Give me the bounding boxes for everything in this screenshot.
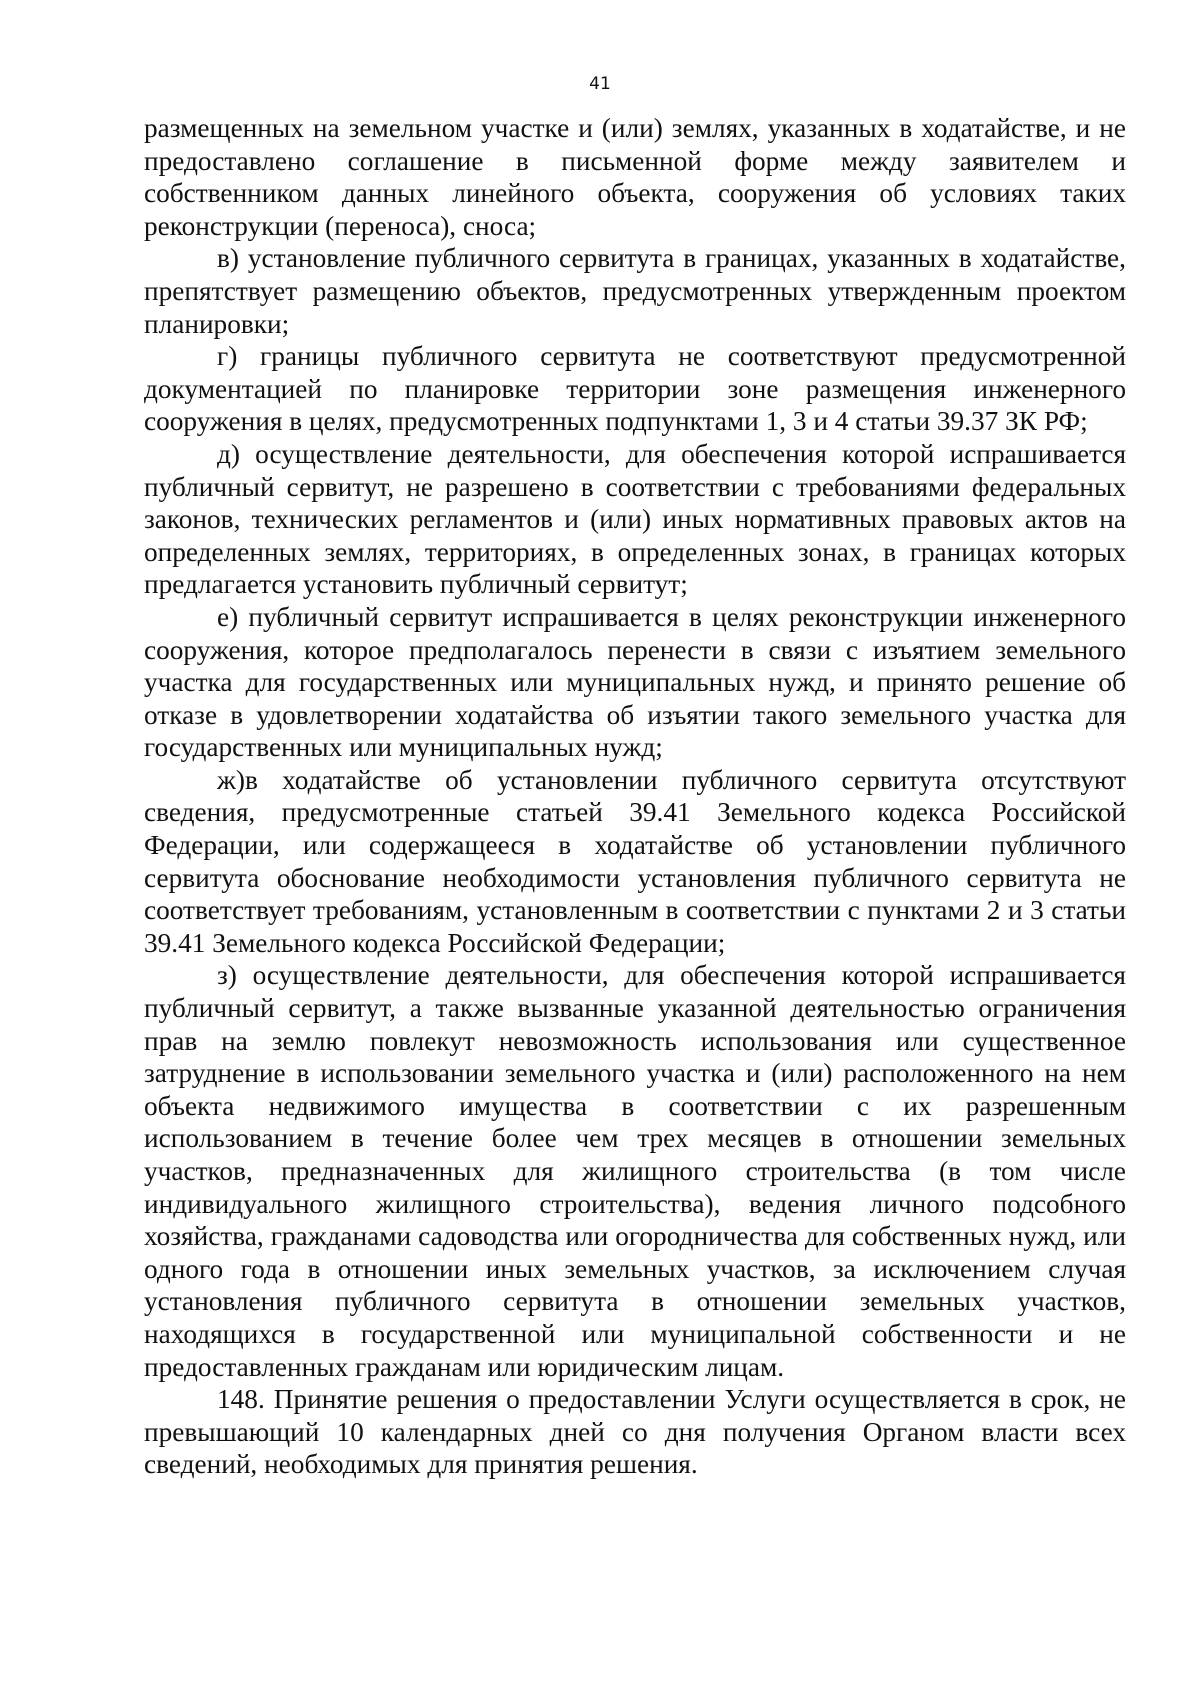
- paragraph-item-zh: ж)в ходатайстве об установлении публичного сервитута отсутствуют сведения, предусмотренные статьей 39.41 Земельного кодекса Российской Федерации, или содержащееся в ходатайстве об установлении публичного сервитута обоснование необходимости установления публичного сервитута не соответствует требованиям, установленным в соответствии с пунктами 2 и 3 статьи 39.41 Земельного кодекса Российской Федерации;: [144, 764, 1126, 958]
- paragraph-item-g: г) границы публичного сервитута не соответствуют предусмотренной документацией по планировке территории зоне размещения инженерного сооружения в целях, предусмотренных подпунктами 1, 3 и 4 статьи 39.37 ЗК РФ;: [144, 341, 1126, 437]
- paragraph-148: 148. Принятие решения о предоставлении Услуги осуществляется в срок, не превышающий 10 календарных дней со дня получения Органом власти всех сведений, необходимых для принятия решения.: [144, 1384, 1126, 1480]
- paragraph-item-z: з) осуществление деятельности, для обеспечения которой испрашивается публичный сервитут, а также вызванные указанной деятельностью ограничения прав на землю повлекут невозможность использования или существенное затруднение в использовании земельного участка и (или) расположенного на нем объекта недвижимого имущества в соответствии с их разрешенным использованием в течение более чем трех месяцев в отношении земельных участков, предназначенных для жилищного строительства (в том числе индивидуального жилищного строительства), ведения личного подсобного хозяйства, гражданами садоводства или огородничества для собственных нужд, или одного года в отношении иных земельных участков, за исключением случая установления публичного сервитута в отношении земельных участков, находящихся в государственной или муниципальной собственности и не предоставленных гражданам или юридическим лицам.: [144, 960, 1126, 1382]
- paragraph-item-v: в) установление публичного сервитута в границах, указанных в ходатайстве, препятствует размещению объектов, предусмотренных утвержденным проектом планировки;: [144, 243, 1126, 339]
- document-body: [144, 112, 1126, 1481]
- paragraph-continuation: размещенных на земельном участке и (или) землях, указанных в ходатайстве, и не предоставлено соглашение в письменной форме между заявителем и собственником данных линейного объекта, сооружения об условиях таких реконструкции (переноса), сноса;: [144, 113, 1126, 241]
- paragraph-item-e: е) публичный сервитут испрашивается в целях реконструкции инженерного сооружения, которое предполагалось перенести в связи с изъятием земельного участка для государственных или муниципальных нужд, и принято решение об отказе в удовлетворении ходатайства об изъятии такого земельного участка для государственных или муниципальных нужд;: [144, 601, 1126, 763]
- page-number: 41: [589, 74, 611, 94]
- paragraph-item-d: д) осуществление деятельности, для обеспечения которой испрашивается публичный сервитут, не разрешено в соответствии с требованиями федеральных законов, технических регламентов и (или) иных нормативных правовых актов на определенных землях, территориях, в определенных зонах, в границах которых предлагается установить публичный сервитут;: [144, 438, 1126, 600]
